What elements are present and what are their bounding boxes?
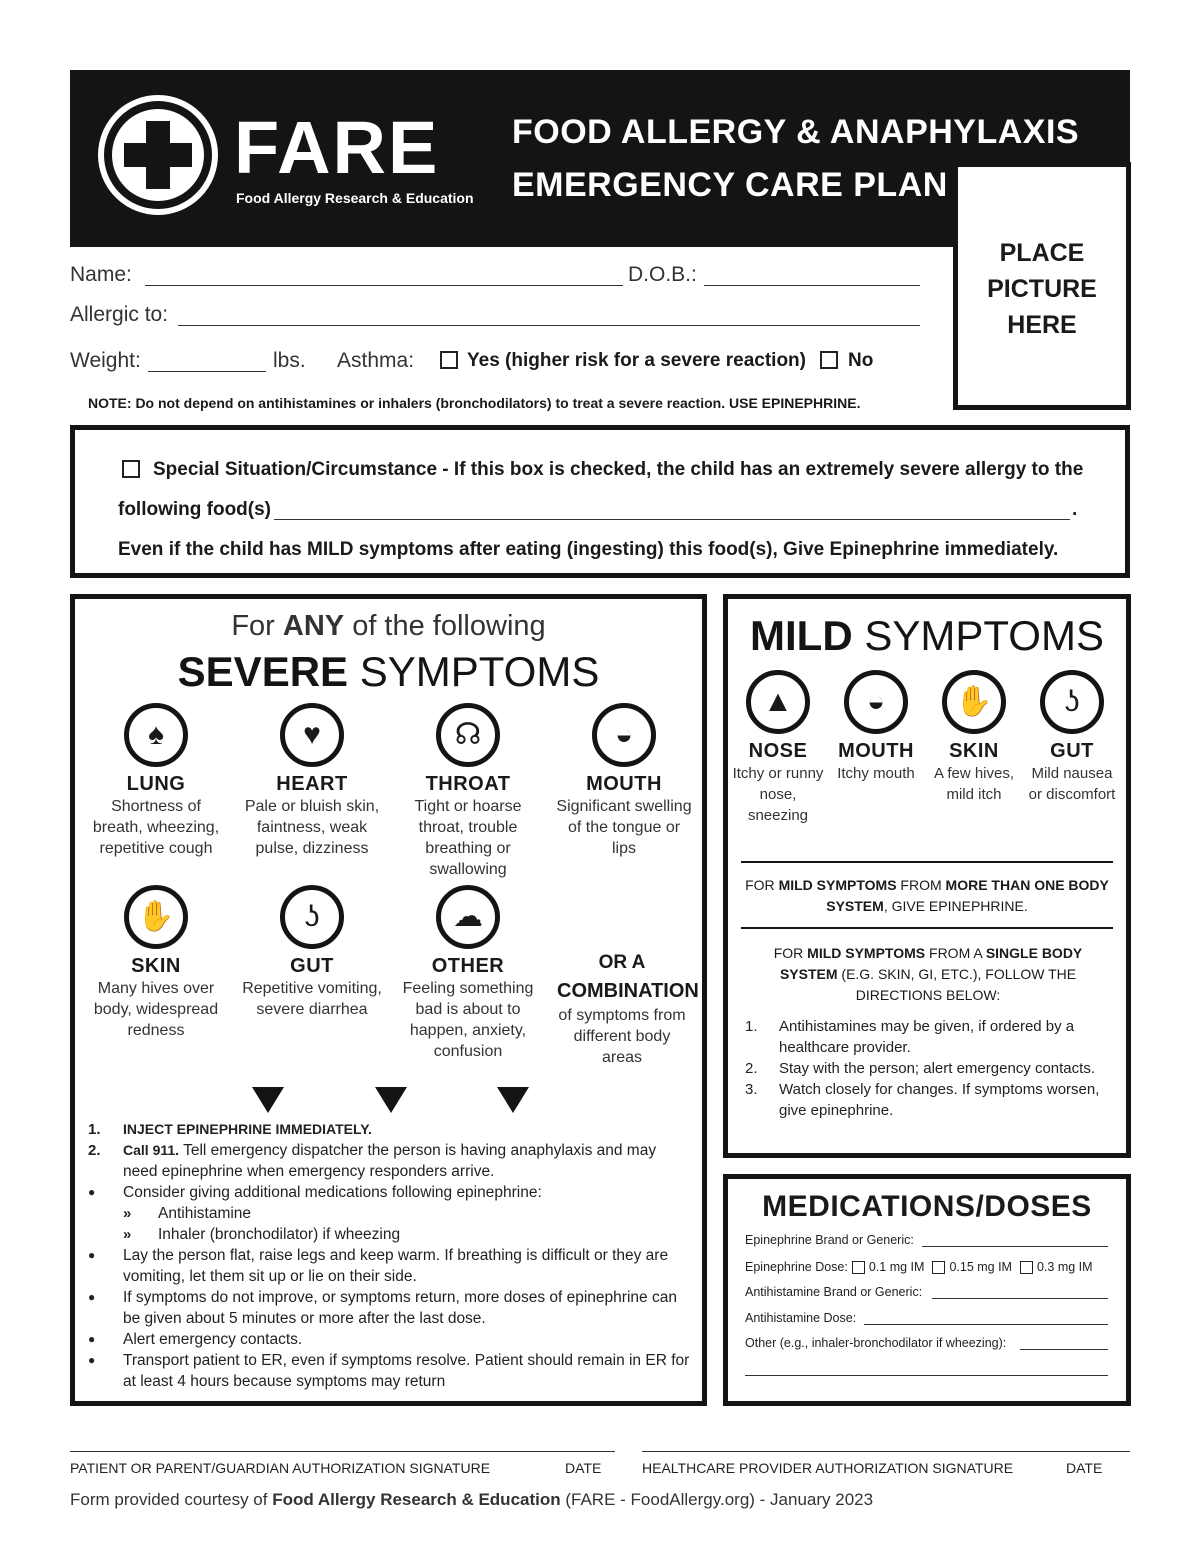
title-line-2: EMERGENCY CARE PLAN <box>512 166 948 204</box>
step-text: Alert emergency contacts. <box>123 1331 303 1348</box>
lungs-icon: ♠ <box>124 703 188 767</box>
arrow-down-icon <box>375 1087 407 1113</box>
symptom-title: NOSE <box>748 740 808 762</box>
severe-heading <box>70 648 707 696</box>
mild-single-bold: MILD SYMPTOMS <box>807 945 926 961</box>
step-marker: ● <box>88 1332 96 1346</box>
mild-heading <box>723 612 1131 660</box>
provider-signature-label: HEALTHCARE PROVIDER AUTHORIZATION SIGNATURE <box>642 1460 1014 1476</box>
mild-symptom-gut <box>1024 670 1120 805</box>
asthma-yes-checkbox[interactable] <box>440 351 458 369</box>
special-situation-checkbox[interactable] <box>122 460 140 478</box>
symptom-title: SKIN <box>949 740 999 762</box>
hand-icon: ✋ <box>942 670 1006 734</box>
logo-subtitle: Food Allergy Research & Education <box>236 190 474 206</box>
symptom-desc: A few hives, mild itch <box>933 765 1015 803</box>
special-food-field[interactable] <box>274 519 1070 520</box>
step-marker: ● <box>88 1353 96 1367</box>
severe-heading-bold: SEVERE <box>177 648 349 695</box>
photo-line-3: HERE <box>1007 311 1077 339</box>
weight-unit: lbs. <box>273 349 306 372</box>
mild-multi-text: FOR <box>745 877 779 893</box>
dob-field[interactable] <box>704 285 920 286</box>
mild-single-bold: SINGLE BODY SYSTEM <box>779 945 1083 982</box>
symptom-title: LUNG <box>126 773 186 795</box>
symptom-desc: Tight or hoarse throat, trouble breathing or swallowing <box>414 798 522 878</box>
step-text: INJECT EPINEPHRINE IMMEDIATELY. <box>123 1121 372 1137</box>
severe-symptom-mouth <box>554 703 694 859</box>
severe-symptom-gut <box>242 885 382 1020</box>
dob-label: D.O.B.: <box>628 263 697 286</box>
asthma-label: Asthma: <box>337 349 415 372</box>
logo-text: FARE <box>234 106 440 189</box>
combination-desc: of symptoms from different body areas <box>558 1007 686 1066</box>
hand-icon: ✋ <box>124 885 188 949</box>
step-text: Consider giving additional medications following epinephrine: <box>123 1184 542 1201</box>
severe-intro-pre: For <box>231 610 275 642</box>
step-text: Inhaler (bronchodilator) if wheezing <box>158 1226 401 1243</box>
mild-symptom-skin <box>926 670 1022 805</box>
mild-heading-light: SYMPTOMS <box>864 612 1104 659</box>
heart-icon: ♥ <box>280 703 344 767</box>
footer-text: Form provided courtesy of <box>70 1490 273 1509</box>
name-label: Name: <box>70 263 132 286</box>
severe-heading-light: SYMPTOMS <box>359 648 600 695</box>
medical-cross-icon-bar <box>124 143 192 167</box>
medications-heading: MEDICATIONS/DOSES <box>762 1190 1092 1223</box>
severe-step <box>88 1119 693 1140</box>
allergic-field[interactable] <box>178 325 920 326</box>
severe-step <box>88 1182 693 1203</box>
symptom-desc: Itchy mouth <box>837 765 915 782</box>
severe-step <box>88 1203 693 1224</box>
throat-icon: ☊ <box>436 703 500 767</box>
step-marker: ● <box>88 1248 96 1262</box>
step-text: Antihistamine <box>158 1205 252 1222</box>
step-text: Stay with the person; alert emergency contacts. <box>779 1060 1095 1077</box>
footer-org: Food Allergy Research & Education <box>272 1490 561 1509</box>
mild-symptom-mouth <box>828 670 924 784</box>
symptom-title: MOUTH <box>838 740 914 762</box>
dose-03-checkbox[interactable] <box>1020 1261 1033 1274</box>
photo-line-2: PICTURE <box>987 275 1097 303</box>
antihist-dose-label: Antihistamine Dose: <box>745 1311 857 1325</box>
epi-dose-label: Epinephrine Dose: <box>745 1260 848 1274</box>
symptom-title: OTHER <box>431 955 505 977</box>
step-text: Transport patient to ER, even if symptoms resolve. Patient should remain in ER for at least 4 hours because symptoms may return <box>123 1352 690 1390</box>
patient-signature-line[interactable] <box>70 1451 615 1452</box>
mild-multi-bold: MILD SYMPTOMS <box>778 877 897 893</box>
special-line-2: following food(s) <box>118 499 272 520</box>
severe-step <box>88 1224 693 1245</box>
epi-brand-field[interactable] <box>922 1246 1108 1247</box>
allergic-label: Allergic to: <box>70 303 169 326</box>
mild-multi-system-note <box>741 875 1113 917</box>
symptom-desc: Many hives over body, widespread redness <box>93 980 219 1039</box>
mild-single-system-note <box>760 943 1096 1006</box>
patient-signature-label: PATIENT OR PARENT/GUARDIAN AUTHORIZATION SIGNATURE <box>70 1460 491 1476</box>
mild-single-text: FROM A <box>925 945 986 961</box>
divider <box>741 927 1113 929</box>
severe-symptom-other <box>398 885 538 1062</box>
epi-dose-row <box>745 1260 1093 1274</box>
step-number: 2. <box>745 1060 758 1077</box>
special-line-3: Even if the child has MILD symptoms after eating (ingesting) this food(s), Give Epinephrine immediately. <box>118 539 1059 560</box>
dose-015-label: 0.15 mg IM <box>949 1260 1012 1274</box>
step-marker: 1. <box>88 1121 101 1138</box>
lips-icon: ◒ <box>592 703 656 767</box>
footer-credit <box>70 1490 873 1510</box>
mild-single-text: FOR <box>773 945 808 961</box>
combination-line-2: COMBINATION <box>557 980 699 1002</box>
mild-multi-text: , GIVE EPINEPHRINE. <box>883 898 1028 914</box>
step-marker: » <box>123 1226 132 1243</box>
other-field-line-2[interactable] <box>745 1375 1108 1376</box>
special-line-1: Special Situation/Circumstance - If this box is checked, the child has an extremely severe allergy to the <box>153 459 1084 480</box>
note-text: NOTE: Do not depend on antihistamines or inhalers (bronchodilators) to treat a severe reaction. USE EPINEPHRINE. <box>88 395 861 411</box>
mild-multi-bold: MORE THAN ONE BODY SYSTEM <box>826 877 1109 914</box>
step-number: 1. <box>745 1018 758 1035</box>
step-marker: 2. <box>88 1142 101 1159</box>
brain-icon: ☁ <box>436 885 500 949</box>
mild-symptom-grid <box>730 670 1124 855</box>
mild-step <box>745 1016 1115 1058</box>
severe-action-steps <box>88 1119 693 1392</box>
weight-field[interactable] <box>148 371 266 372</box>
asthma-no-label: No <box>848 350 874 371</box>
symptom-desc: Pale or bluish skin, faintness, weak pulse, dizziness <box>244 798 380 857</box>
asthma-no-checkbox[interactable] <box>820 351 838 369</box>
footer-text: (FARE - FoodAllergy.org) - January 2023 <box>560 1490 874 1509</box>
divider <box>741 861 1113 863</box>
symptom-desc: Shortness of breath, wheezing, repetitive cough <box>92 798 220 857</box>
step-text: Antihistamines may be given, if ordered by a healthcare provider. <box>779 1018 1075 1056</box>
severe-symptom-throat <box>398 703 538 880</box>
stomach-icon: ʖ <box>1040 670 1104 734</box>
nose-icon: ▲ <box>746 670 810 734</box>
severe-symptom-skin <box>86 885 226 1041</box>
antihist-brand-field[interactable] <box>932 1298 1108 1299</box>
mild-step <box>745 1058 1115 1079</box>
severe-intro-post: of the following <box>352 610 546 642</box>
symptom-desc: Mild nausea or discomfort <box>1028 765 1116 803</box>
step-marker: ● <box>88 1185 96 1199</box>
step-marker: » <box>123 1205 132 1222</box>
symptom-desc: Itchy or runny nose, sneezing <box>732 765 824 824</box>
symptom-title: GUT <box>290 955 334 977</box>
step-number: 3. <box>745 1081 758 1098</box>
symptom-title: SKIN <box>131 955 181 977</box>
severe-step <box>88 1140 693 1182</box>
photo-line-1: PLACE <box>999 239 1085 267</box>
weight-label: Weight: <box>70 349 141 372</box>
symptom-desc: Feeling something bad is about to happen, anxiety, confusion <box>402 980 534 1060</box>
severe-step <box>88 1287 693 1329</box>
antihist-dose-field[interactable] <box>864 1324 1108 1325</box>
mild-step <box>745 1079 1115 1121</box>
mild-multi-text: FROM <box>896 877 946 893</box>
severe-step <box>88 1245 693 1287</box>
symptom-title: GUT <box>1050 740 1094 762</box>
dose-01-checkbox[interactable] <box>852 1261 865 1274</box>
symptom-title: HEART <box>276 773 348 795</box>
arrow-down-icon <box>497 1087 529 1113</box>
photo-placeholder-text <box>953 235 1131 343</box>
symptom-title: THROAT <box>425 773 511 795</box>
symptom-desc: Significant swelling of the tongue or lips <box>556 798 692 857</box>
severe-intro-bold: ANY <box>282 610 345 642</box>
combination-line-1: OR A <box>598 952 646 973</box>
symptom-desc: Repetitive vomiting, severe diarrhea <box>242 980 382 1018</box>
provider-date-label: DATE <box>1066 1460 1103 1476</box>
combination-block <box>557 952 699 1068</box>
mild-symptom-nose <box>730 670 826 826</box>
mild-heading-bold: MILD <box>750 612 853 659</box>
dose-03-label: 0.3 mg IM <box>1036 1260 1093 1274</box>
symptom-title: MOUTH <box>586 773 662 795</box>
mild-single-text: (E.G. SKIN, GI, ETC.), FOLLOW THE DIRECTIONS BELOW: <box>837 966 1077 1003</box>
title-line-1: FOOD ALLERGY & ANAPHYLAXIS <box>512 113 1080 151</box>
step-text: If symptoms do not improve, or symptoms return, more doses of epinephrine can be given about 5 minutes or more after the last dose. <box>123 1289 677 1327</box>
dose-01-label: 0.1 mg IM <box>868 1260 925 1274</box>
antihist-brand-label: Antihistamine Brand or Generic: <box>745 1285 923 1299</box>
severe-symptom-lung <box>86 703 226 859</box>
other-label: Other (e.g., inhaler-bronchodilator if wheezing): <box>745 1336 1007 1350</box>
epi-brand-label: Epinephrine Brand or Generic: <box>745 1233 914 1247</box>
step-text: Call 911. Tell emergency dispatcher the person is having anaphylaxis and may need epinephrine when emergency responders arrive. <box>123 1142 657 1180</box>
name-field[interactable] <box>145 285 623 286</box>
lips-icon: ◒ <box>844 670 908 734</box>
dose-015-checkbox[interactable] <box>932 1261 945 1274</box>
arrow-down-icon <box>252 1087 284 1113</box>
severe-step <box>88 1329 693 1350</box>
other-field[interactable] <box>1020 1349 1108 1350</box>
severe-symptom-heart <box>242 703 382 859</box>
step-marker: ● <box>88 1290 96 1304</box>
step-text: Lay the person flat, raise legs and keep warm. If breathing is difficult or they are vomiting, let them sit up or lie on their side. <box>123 1247 669 1285</box>
severe-step <box>88 1350 693 1392</box>
stomach-icon: ʖ <box>280 885 344 949</box>
special-line-2-end: . <box>1072 499 1078 520</box>
patient-date-label: DATE <box>565 1460 602 1476</box>
step-text: Watch closely for changes. If symptoms worsen, give epinephrine. <box>779 1081 1100 1119</box>
severe-intro <box>70 610 707 643</box>
asthma-yes-label: Yes (higher risk for a severe reaction) <box>467 350 806 371</box>
provider-signature-line[interactable] <box>642 1451 1130 1452</box>
mild-action-steps <box>745 1016 1115 1121</box>
